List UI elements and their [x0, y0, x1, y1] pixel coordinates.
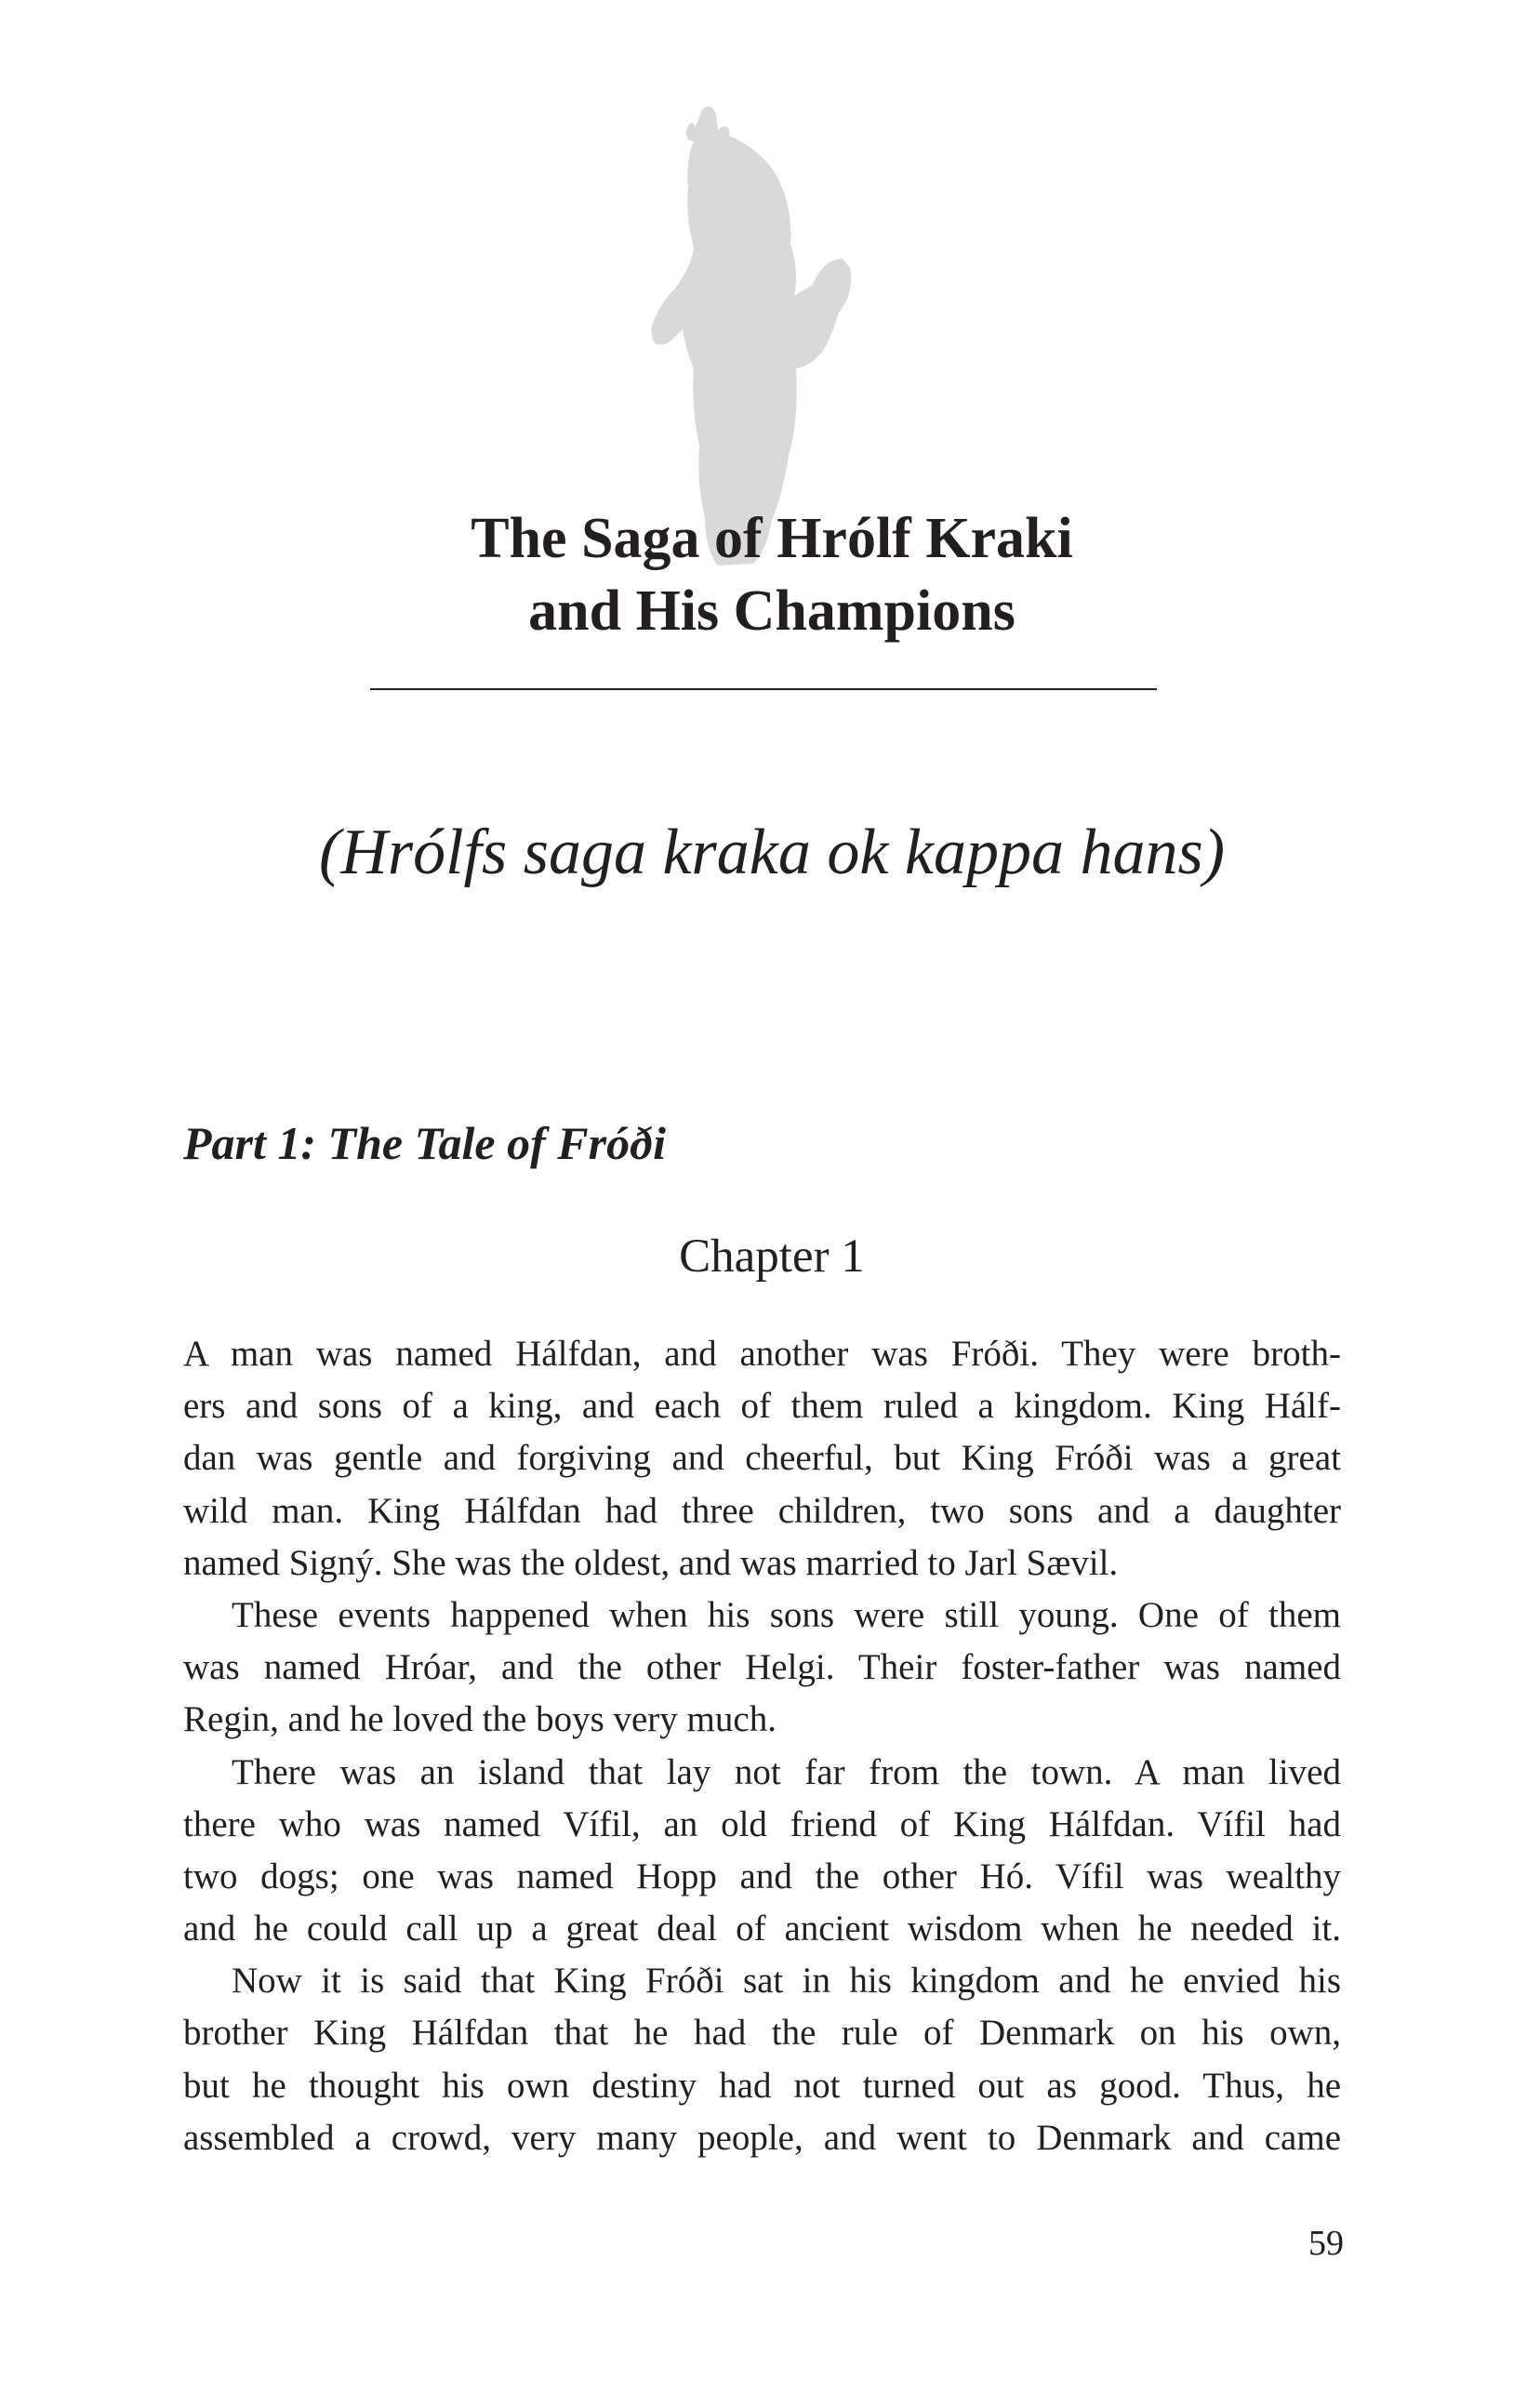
part-heading: Part 1: The Tale of Fróði: [183, 1117, 666, 1169]
text-line: Now it is said that King Fróði sat in his kingdom and he envied his: [232, 1961, 1341, 2002]
text-line: A man was named Hálfdan, and another was Fróði. They were broth-: [183, 1334, 1341, 1374]
text-line: but he thought his own destiny had not turned out as good. Thus, he: [183, 2065, 1341, 2106]
text-line: there who was named Vífil, an old friend of King Hálfdan. Vífil had: [183, 1803, 1341, 1844]
book-title-line-2: and His Champions: [528, 579, 1016, 643]
text-line: dan was gentle and forgiving and cheerful, but King Fróði was a great: [183, 1438, 1341, 1479]
text-line: assembled a crowd, very many people, and went to Denmark and came: [183, 2117, 1341, 2158]
text-line: two dogs; one was named Hopp and the other Hó. Vífil was wealthy: [183, 1856, 1341, 1896]
text-line: and he could call up a great deal of ancient wisdom when he needed it.: [183, 1909, 1341, 1949]
text-line: named Signý. She was the oldest, and was married to Jarl Sævil.: [183, 1542, 1119, 1583]
text-line: wild man. King Hálfdan had three children, two sons and a daughter: [183, 1490, 1341, 1531]
text-line: ers and sons of a king, and each of them ruled a kingdom. King Hálf-: [183, 1386, 1341, 1427]
book-title-line-1: The Saga of Hrólf Kraki: [471, 507, 1073, 570]
paragraph: [183, 1747, 1341, 1956]
book-subtitle: (Hrólfs saga kraka ok kappa hans): [318, 817, 1226, 888]
chapter-heading: Chapter 1: [679, 1230, 865, 1283]
text-line: There was an island that lay not far from the town. A man lived: [232, 1751, 1341, 1792]
text-line: Regin, and he loved the boys very much.: [183, 1699, 777, 1740]
paragraph: [183, 1590, 1341, 1747]
text-line: was named Hróar, and the other Helgi. Their foster-father was named: [183, 1647, 1341, 1688]
paragraph: [183, 1328, 1341, 1590]
book-title: [307, 502, 1237, 647]
title-divider: [370, 688, 1157, 690]
paragraph: [183, 1955, 1341, 2164]
page-number: 59: [1308, 2224, 1344, 2263]
text-line: brother King Hálfdan that he had the rule of Denmark on his own,: [183, 2013, 1341, 2054]
body-text: [183, 1328, 1341, 2164]
text-line: These events happened when his sons were still young. One of them: [232, 1594, 1341, 1635]
bear-silhouette-icon: [614, 102, 902, 567]
